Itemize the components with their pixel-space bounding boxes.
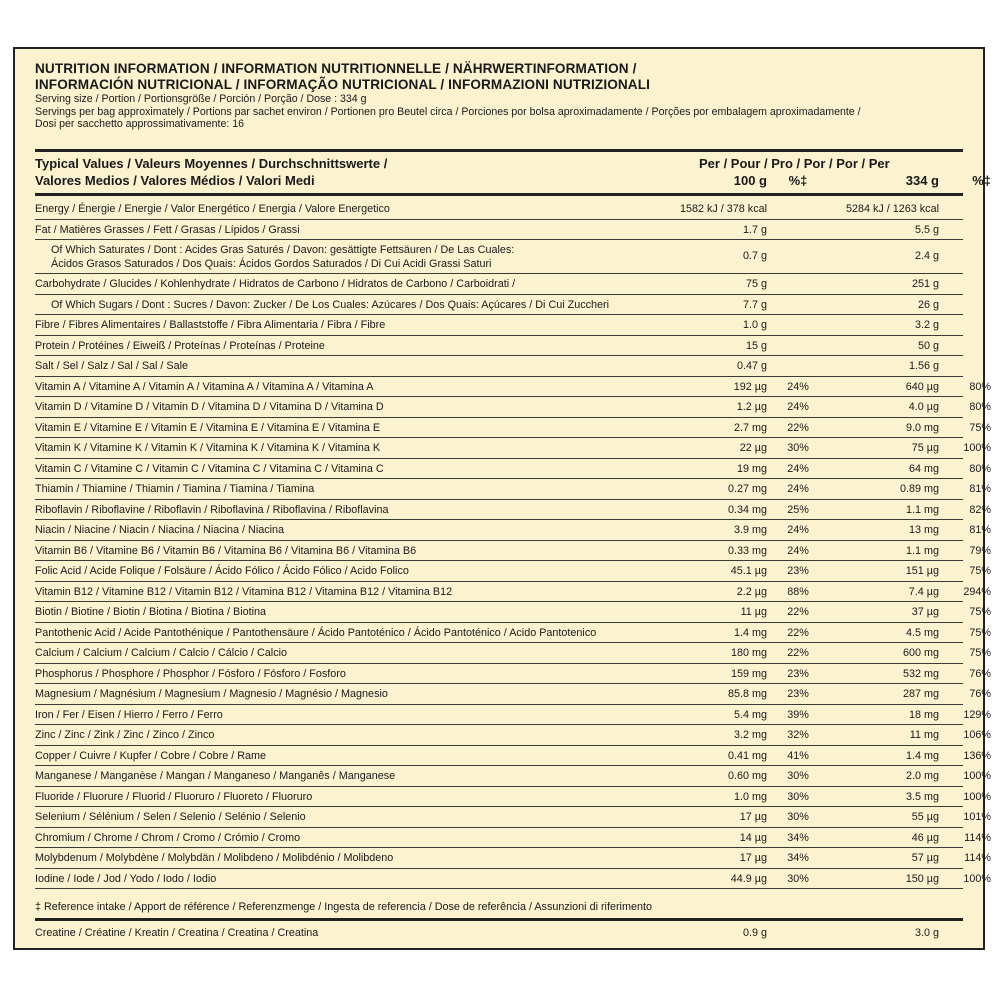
col-name-line-1: Typical Values / Valeurs Moyennes / Durchschnittswerte /: [35, 156, 388, 171]
ri-percent-per-100g: 23%: [787, 667, 809, 680]
value-per-100g: 192 µg: [733, 380, 767, 393]
table-row: [35, 869, 991, 890]
ri-percent-per-serving: 106%: [963, 729, 991, 741]
value-per-100g: 45.1 µg: [730, 565, 767, 577]
value-per-100g: 1582 kJ / 378 kcal: [679, 203, 767, 215]
nutrient-name: Carbohydrate / Glucides / Kohlenhydrate / Hidratos de Carbono / Hidratos de Carbono / Carboidrati /: [35, 278, 516, 290]
ri-percent-per-100g: 22%: [787, 606, 809, 618]
value-per-serving: 4.0 µg: [908, 401, 939, 413]
ri-percent-per-serving: 100%: [963, 790, 991, 803]
ri-percent-per-serving: 136%: [963, 749, 991, 762]
ri-percent-per-serving: 81%: [969, 524, 991, 536]
value-per-100g: 0.7 g: [742, 250, 767, 262]
creatine-perserv: 3.0 g: [914, 927, 939, 939]
table-row: [35, 520, 991, 541]
value-per-100g: 17 µg: [739, 811, 767, 823]
ri-percent-per-100g: 24%: [787, 524, 809, 536]
nutrient-name: Biotin / Biotine / Biotin / Biotina / Biotina / Biotina: [35, 606, 267, 618]
table-row: [35, 274, 963, 295]
value-per-serving: 9.0 mg: [905, 421, 939, 434]
table-row: [35, 623, 991, 644]
value-per-serving: 57 µg: [911, 852, 939, 864]
table-row: [35, 705, 991, 726]
value-per-serving: 1.56 g: [908, 360, 939, 372]
ri-percent-per-100g: 24%: [787, 483, 809, 495]
reference-intake-footnote: ‡ Reference intake / Apport de référence / Referenzmenge / Ingesta de referencia / Dose de referência / Assunzioni di riferimento: [35, 901, 652, 913]
ri-percent-per-100g: 39%: [787, 708, 809, 721]
value-per-100g: 0.41 mg: [727, 749, 767, 762]
table-row: [35, 336, 963, 357]
ri-percent-per-100g: 30%: [787, 790, 809, 803]
value-per-serving: 37 µg: [911, 606, 939, 618]
value-per-serving: 3.2 g: [914, 319, 939, 331]
ri-percent-per-serving: 75%: [969, 565, 991, 577]
value-per-100g: 1.4 mg: [733, 626, 767, 639]
ri-percent-per-serving: 76%: [969, 688, 991, 700]
table-row: [35, 602, 991, 623]
value-per-serving: 5284 kJ / 1263 kcal: [845, 203, 939, 215]
ri-percent-per-serving: 100%: [963, 442, 991, 454]
ri-percent-per-serving: 294%: [963, 585, 991, 598]
col-pct1-header: %‡: [788, 173, 808, 188]
value-per-100g: 17 µg: [739, 852, 767, 864]
title-line-2: INFORMACIÓN NUTRICIONAL / INFORMAÇÃO NUTRICIONAL / INFORMAZIONI NUTRIZIONALI: [35, 77, 650, 92]
value-per-100g: 159 mg: [730, 667, 767, 680]
table-row: [35, 459, 991, 480]
ri-percent-per-100g: 22%: [787, 421, 809, 434]
nutrient-name: Pantothenic Acid / Acide Pantothénique / Pantothensäure / Ácido Pantoténico / Ácido Pantoténico / Acido Pantotenico: [35, 626, 597, 639]
nutrient-name: Magnesium / Magnésium / Magnesium / Magnesio / Magnésio / Magnesio: [35, 688, 388, 700]
nutrient-name: Protein / Protéines / Eiweiß / Proteínas / Proteínas / Proteine: [35, 339, 325, 352]
col-pct2-header: %‡: [972, 173, 991, 188]
value-per-100g: 0.27 mg: [727, 483, 767, 495]
value-per-serving: 600 mg: [902, 647, 939, 659]
value-per-100g: 0.34 mg: [727, 503, 767, 516]
ri-percent-per-100g: 24%: [787, 401, 809, 413]
nutrient-name: Manganese / Manganèse / Mangan / Manganeso / Manganês / Manganese: [35, 770, 396, 782]
table-row: [35, 199, 963, 220]
ri-percent-per-serving: 80%: [969, 380, 991, 393]
ri-percent-per-serving: 81%: [969, 483, 991, 495]
nutrient-name: Vitamin A / Vitamine A / Vitamin A / Vitamina A / Vitamina A / Vitamina A: [35, 380, 374, 393]
value-per-100g: 19 mg: [736, 462, 767, 475]
value-per-serving: 532 mg: [902, 667, 939, 680]
nutrient-name: Phosphorus / Phosphore / Phosphor / Fósforo / Fósforo / Fosforo: [35, 667, 346, 680]
table-row: [35, 684, 991, 705]
nutrient-name: Molybdenum / Molybdène / Molybdän / Molibdeno / Molibdénio / Molibdeno: [35, 852, 394, 864]
nutrient-name: Chromium / Chrome / Chrom / Cromo / Crómio / Cromo: [35, 831, 301, 844]
nutrient-name: Iodine / Iode / Jod / Yodo / Iodo / Iodio: [35, 872, 217, 885]
value-per-serving: 4.5 mg: [905, 626, 939, 639]
ri-percent-per-serving: 114%: [964, 852, 991, 864]
value-per-100g: 44.9 µg: [730, 872, 767, 885]
creatine-per100: 0.9 g: [742, 927, 767, 939]
nutrient-name: Energy / Énergie / Energie / Valor Energético / Energia / Valore Energetico: [35, 203, 390, 215]
nutrient-name: Thiamin / Thiamine / Thiamin / Tiamina / Tiamina / Tiamina: [35, 483, 315, 495]
nutrient-name: Fluoride / Fluorure / Fluorid / Fluoruro / Fluoreto / Fluoruro: [35, 790, 313, 803]
ri-percent-per-100g: 30%: [787, 811, 809, 823]
value-per-serving: 64 mg: [908, 462, 939, 475]
ri-percent-per-serving: 80%: [969, 401, 991, 413]
table-row: [35, 643, 991, 664]
ri-percent-per-serving: 80%: [969, 462, 991, 475]
nutrient-name: Iron / Fer / Eisen / Hierro / Ferro / Ferro: [35, 708, 223, 721]
value-per-100g: 1.0 mg: [733, 790, 767, 803]
ri-percent-per-100g: 23%: [787, 688, 809, 700]
value-per-serving: 150 µg: [905, 872, 939, 885]
column-headers: [35, 155, 991, 191]
ri-percent-per-100g: 24%: [787, 462, 809, 475]
ri-percent-per-serving: 82%: [969, 503, 991, 516]
table-row: [35, 295, 963, 316]
ri-percent-per-serving: 75%: [969, 421, 991, 434]
header-divider: [35, 149, 963, 152]
col-name-header: [35, 155, 635, 189]
value-per-serving: 251 g: [911, 278, 939, 290]
nutrient-name: Of Which Sugars / Dont : Sucres / Davon: Zucker / De Los Cuales: Azúcares / Dos Quais: Açúcares / Di Cui Zuccheri: [51, 298, 610, 311]
value-per-100g: 1.2 µg: [736, 401, 767, 413]
table-row: [35, 418, 991, 439]
table-row: [35, 479, 991, 500]
table-row: [35, 500, 991, 521]
ri-percent-per-100g: 30%: [787, 770, 809, 782]
value-per-serving: 2.0 mg: [905, 770, 939, 782]
servings-line-1: Servings per bag approximately / Portions par sachet environ / Portionen pro Beutel circa / Porciones por bolsa aproximadamente / Porções por embalagem aproximadamente /: [35, 105, 861, 118]
nutrient-name: Vitamin K / Vitamine K / Vitamin K / Vitamina K / Vitamina K / Vitamina K: [35, 442, 381, 454]
columns-divider: [35, 193, 963, 196]
value-per-serving: 2.4 g: [914, 250, 939, 262]
nutrient-name: Niacin / Niacine / Niacin / Niacina / Niacina / Niacina: [35, 524, 285, 536]
value-per-100g: 2.7 mg: [733, 421, 767, 434]
nutrient-name: Selenium / Sélénium / Selen / Selenio / Selénio / Selenio: [35, 811, 306, 823]
value-per-serving: 151 µg: [905, 565, 939, 577]
value-per-100g: 180 mg: [730, 647, 767, 659]
col-per-line-1: Per / Pour / Pro / Por / Por / Per: [699, 156, 890, 171]
table-row: [35, 787, 991, 808]
header: [35, 61, 963, 131]
serving-size: Serving size / Portion / Portionsgröße / Porción / Porção / Dose : 334 g: [35, 93, 367, 105]
table-row: [35, 664, 991, 685]
nutrient-name: Zinc / Zinc / Zink / Zinc / Zinco / Zinco: [35, 729, 215, 741]
ri-percent-per-100g: 22%: [787, 647, 809, 659]
value-per-100g: 1.7 g: [742, 223, 767, 236]
value-per-serving: 75 µg: [911, 442, 939, 454]
value-per-100g: 11 µg: [740, 606, 767, 618]
ri-percent-per-100g: 24%: [787, 380, 809, 393]
nutrient-name: Of Which Saturates / Dont : Acides Gras Saturés / Davon: gesättigte Fettsäuren / De Las Cuales: Ácidos Grasos Saturados / Dos Quais: Ácidos Gordos Saturados / Di Cui Acidi Grassi Saturi: [51, 244, 515, 270]
value-per-100g: 1.0 g: [742, 319, 767, 331]
table-row: [35, 561, 991, 582]
ri-percent-per-100g: 32%: [787, 729, 809, 741]
footnote-divider: [35, 918, 963, 921]
value-per-serving: 0.89 mg: [899, 483, 939, 495]
nutrient-name: Folic Acid / Acide Folique / Folsäure / Ácido Fólico / Ácido Fólico / Acido Folico: [35, 565, 409, 577]
ri-percent-per-100g: 34%: [787, 831, 809, 844]
ri-percent-per-100g: 30%: [787, 442, 809, 454]
value-per-serving: 13 mg: [908, 524, 939, 536]
table-row: [35, 582, 991, 603]
value-per-serving: 1.1 mg: [905, 503, 939, 516]
table-row: [35, 766, 991, 787]
value-per-serving: 7.4 µg: [908, 585, 939, 598]
table-row: [35, 356, 963, 377]
value-per-100g: 3.2 mg: [733, 729, 767, 741]
ri-percent-per-serving: 75%: [969, 606, 991, 618]
ri-percent-per-100g: 25%: [787, 503, 809, 516]
value-per-100g: 0.47 g: [736, 360, 767, 372]
servings-line-2: Dosi per sacchetto approssimativamente: 16: [35, 118, 245, 130]
ri-percent-per-serving: 114%: [964, 831, 991, 844]
nutrient-name: Copper / Cuivre / Kupfer / Cobre / Cobre / Rame: [35, 749, 267, 762]
creatine-row: [35, 923, 963, 943]
value-per-serving: 50 g: [917, 339, 939, 352]
nutrient-name: Fat / Matières Grasses / Fett / Grasas / Lípidos / Grassi: [35, 223, 300, 236]
ri-percent-per-100g: 41%: [787, 749, 809, 762]
col-perserv-unit: 334 g: [905, 173, 939, 188]
ri-percent-per-serving: 75%: [969, 647, 991, 659]
ri-percent-per-serving: 129%: [963, 708, 991, 721]
value-per-100g: 0.60 mg: [727, 770, 767, 782]
value-per-serving: 1.4 mg: [905, 749, 939, 762]
value-per-100g: 7.7 g: [742, 298, 767, 311]
value-per-serving: 3.5 mg: [905, 790, 939, 803]
ri-percent-per-serving: 101%: [963, 811, 991, 823]
value-per-100g: 15 g: [745, 339, 767, 352]
table-row: [35, 807, 991, 828]
value-per-100g: 85.8 mg: [727, 688, 767, 700]
table-row: [35, 848, 991, 869]
title-line-1: NUTRITION INFORMATION / INFORMATION NUTRITIONNELLE / NÄHRWERTINFORMATION /: [35, 61, 637, 76]
ri-percent-per-100g: 23%: [787, 565, 809, 577]
table-row: [35, 541, 991, 562]
value-per-serving: 46 µg: [911, 831, 939, 844]
ri-percent-per-serving: 75%: [969, 626, 991, 639]
table-row: [35, 746, 991, 767]
nutrient-name: Calcium / Calcium / Calcium / Calcio / Cálcio / Calcio: [35, 647, 287, 659]
value-per-serving: 287 mg: [902, 688, 939, 700]
value-per-100g: 0.33 mg: [727, 544, 767, 557]
ri-percent-per-100g: 22%: [787, 626, 809, 639]
value-per-serving: 26 g: [917, 298, 939, 311]
value-per-serving: 1.1 mg: [905, 544, 939, 557]
nutrient-name: Riboflavin / Riboflavine / Riboflavin / Riboflavina / Riboflavina / Riboflavina: [35, 503, 389, 516]
ri-percent-per-serving: 100%: [963, 770, 991, 782]
value-per-serving: 18 mg: [908, 708, 939, 721]
table-row: [35, 397, 991, 418]
nutrient-table: [35, 199, 991, 889]
value-per-100g: 75 g: [745, 278, 767, 290]
value-per-100g: 14 µg: [739, 831, 767, 844]
nutrient-name: Vitamin D / Vitamine D / Vitamin D / Vitamina D / Vitamina D / Vitamina D: [35, 401, 384, 413]
col-name-line-2: Valores Medios / Valores Médios / Valori Medi: [35, 173, 315, 188]
ri-percent-per-100g: 34%: [787, 852, 809, 864]
col-per100-unit: 100 g: [733, 173, 767, 188]
ri-percent-per-100g: 88%: [787, 585, 809, 598]
ri-percent-per-100g: 30%: [787, 872, 809, 885]
value-per-serving: 5.5 g: [914, 223, 939, 236]
nutrient-name: Vitamin B12 / Vitamine B12 / Vitamin B12 / Vitamina B12 / Vitamina B12 / Vitamina B12: [35, 585, 453, 598]
table-row: [35, 725, 991, 746]
nutrient-name: Fibre / Fibres Alimentaires / Ballaststoffe / Fibra Alimentaria / Fibra / Fibre: [35, 319, 386, 331]
table-row: [35, 377, 991, 398]
value-per-100g: 22 µg: [739, 442, 767, 454]
value-per-serving: 640 µg: [905, 380, 939, 393]
creatine-name: Creatine / Créatine / Kreatin / Creatina / Creatina / Creatina: [35, 927, 319, 939]
nutrient-name: Vitamin B6 / Vitamine B6 / Vitamin B6 / Vitamina B6 / Vitamina B6 / Vitamina B6: [35, 544, 417, 557]
value-per-100g: 5.4 mg: [733, 708, 767, 721]
value-per-100g: 3.9 mg: [733, 524, 767, 536]
table-row: [35, 220, 963, 241]
nutrient-name: Vitamin E / Vitamine E / Vitamin E / Vitamina E / Vitamina E / Vitamina E: [35, 421, 381, 434]
nutrient-name: Salt / Sel / Salz / Sal / Sal / Sale: [35, 360, 189, 372]
value-per-100g: 2.2 µg: [736, 585, 767, 598]
table-row: [35, 315, 963, 336]
value-per-serving: 55 µg: [911, 811, 939, 823]
ri-percent-per-serving: 100%: [963, 872, 991, 885]
value-per-serving: 11 mg: [909, 729, 939, 741]
nutrient-name: Vitamin C / Vitamine C / Vitamin C / Vitamina C / Vitamina C / Vitamina C: [35, 462, 384, 475]
table-row: [35, 828, 991, 849]
table-row: [35, 240, 963, 274]
table-row: [35, 438, 991, 459]
ri-percent-per-serving: 76%: [969, 667, 991, 680]
ri-percent-per-100g: 24%: [787, 544, 809, 557]
nutrition-panel: [13, 47, 991, 950]
ri-percent-per-serving: 79%: [969, 544, 991, 557]
